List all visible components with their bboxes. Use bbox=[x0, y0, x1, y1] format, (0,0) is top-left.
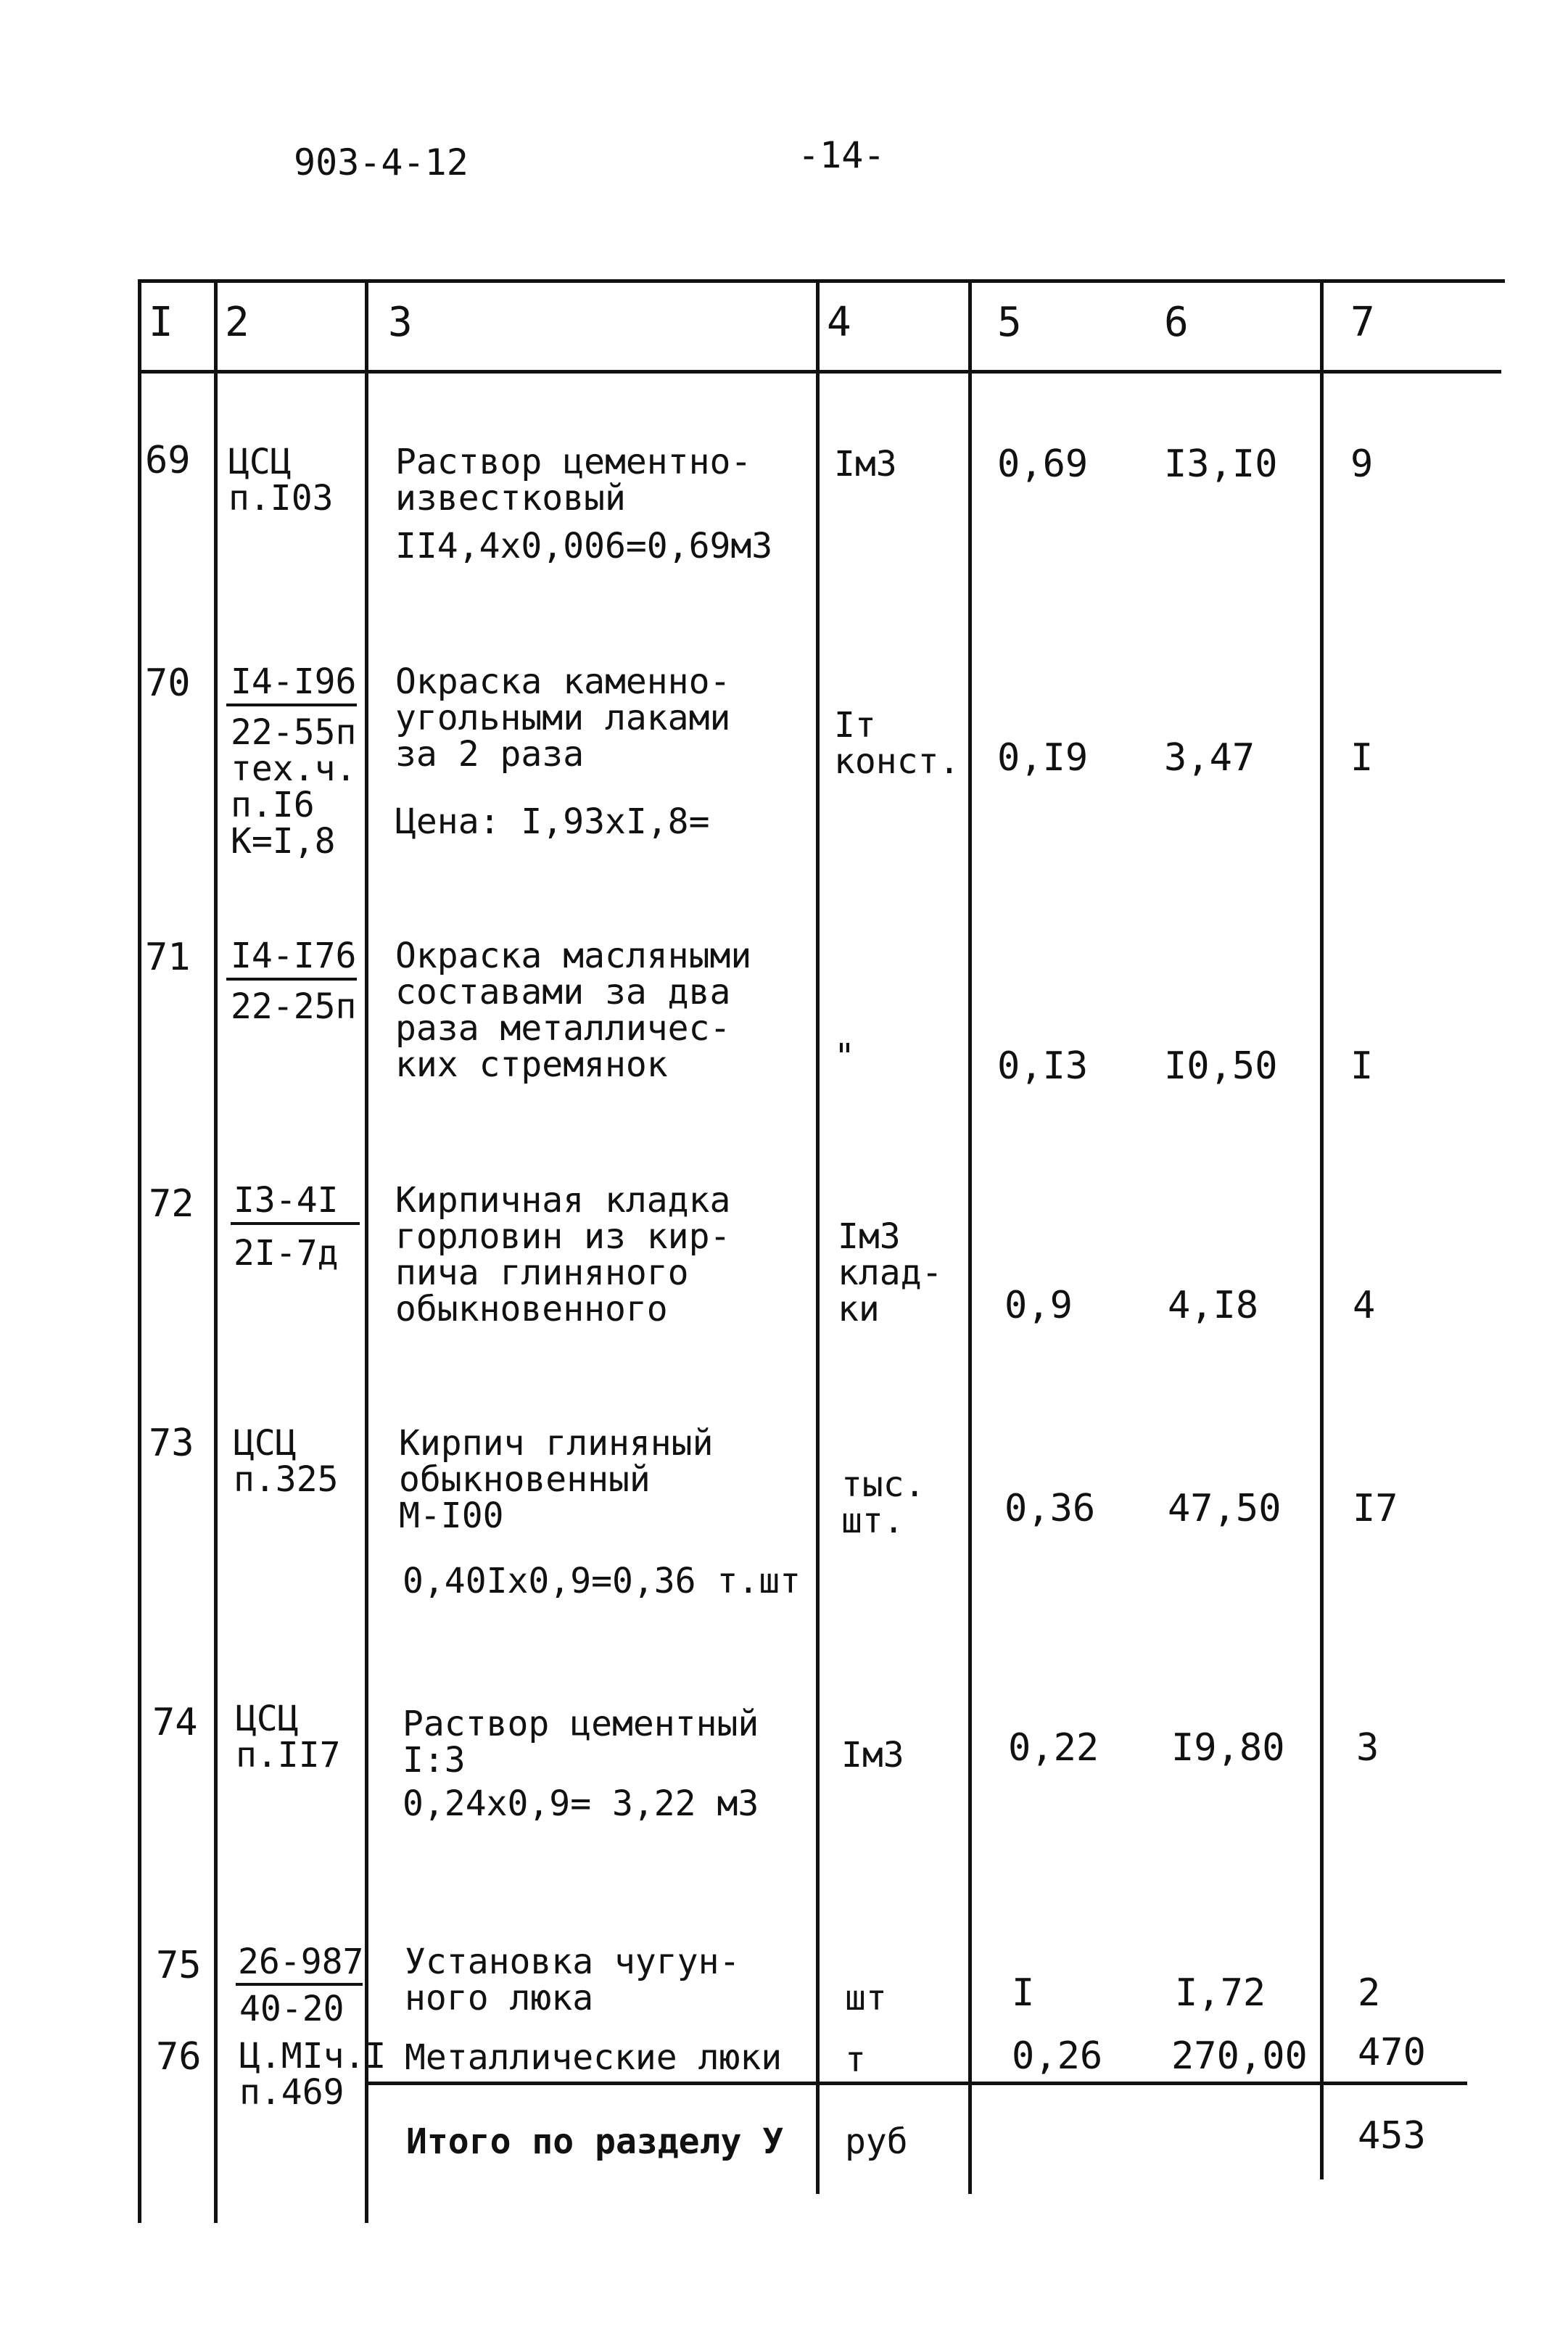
calculation-line: Цена: I,93xI,8= bbox=[395, 801, 710, 842]
column-divider-3 bbox=[816, 279, 820, 2194]
code-top: I3-4I bbox=[234, 1180, 339, 1221]
unit-line: шт bbox=[845, 1978, 887, 2018]
unit-line: т bbox=[845, 2039, 866, 2080]
column-header-5: 5 bbox=[997, 299, 1022, 346]
row-number: 71 bbox=[145, 936, 191, 979]
quantity: 0,I3 bbox=[997, 1044, 1089, 1088]
total-cost: I bbox=[1350, 1044, 1374, 1088]
code-fraction-line bbox=[236, 1983, 363, 1986]
description-line: ких стремянок bbox=[395, 1044, 668, 1085]
code-line: п.I03 bbox=[228, 478, 334, 519]
unit-line: Iм3 bbox=[841, 1735, 904, 1775]
unit-price: I3,I0 bbox=[1164, 442, 1278, 486]
total-cost: I7 bbox=[1353, 1487, 1398, 1530]
unit-line: " bbox=[834, 1036, 855, 1077]
summary-top-border bbox=[365, 2082, 1467, 2085]
code-top: 26-987 bbox=[238, 1942, 364, 1982]
column-header-1: I bbox=[149, 299, 173, 346]
description-line: составами за два bbox=[395, 972, 731, 1012]
description-line: Металлические люки bbox=[405, 2037, 783, 2078]
unit-line: тыс. bbox=[841, 1464, 925, 1505]
unit-price: I,72 bbox=[1175, 1971, 1266, 2015]
column-divider-1 bbox=[214, 279, 218, 2223]
description-line: ного люка bbox=[405, 1978, 594, 2018]
total-cost: 9 bbox=[1350, 442, 1374, 486]
code-line: 40-20 bbox=[239, 1989, 344, 2029]
unit-price: 4,I8 bbox=[1168, 1284, 1259, 1327]
row-number: 74 bbox=[152, 1701, 198, 1744]
code-line: Ц.МIч.I bbox=[239, 2036, 387, 2076]
description-line: за 2 раза bbox=[395, 734, 585, 775]
row-number: 76 bbox=[156, 2035, 202, 2079]
row-number: 69 bbox=[145, 439, 191, 482]
description-line: Раствор цементный bbox=[403, 1704, 759, 1744]
summary-label: Итого по разделу У bbox=[406, 2121, 784, 2162]
code-line: п.469 bbox=[239, 2072, 344, 2113]
calculation-line: 0,40Ix0,9=0,36 т.шт bbox=[403, 1561, 801, 1601]
summary-total: 453 bbox=[1358, 2114, 1426, 2158]
total-cost: I bbox=[1350, 736, 1374, 780]
description-line: Кирпич глиняный bbox=[399, 1423, 714, 1464]
description-line: Кирпичная кладка bbox=[395, 1180, 731, 1221]
unit-line: Iм3 bbox=[838, 1216, 901, 1257]
column-divider-2 bbox=[365, 279, 368, 2223]
description-line: известковый bbox=[395, 478, 626, 519]
unit-price: 47,50 bbox=[1168, 1487, 1282, 1530]
description-line: пича глиняного bbox=[395, 1253, 689, 1293]
row-number: 70 bbox=[145, 661, 191, 705]
total-cost: 2 bbox=[1358, 1971, 1381, 2015]
column-header-6: 6 bbox=[1164, 299, 1189, 346]
code-line: п.325 bbox=[234, 1459, 339, 1500]
quantity: I bbox=[1012, 1971, 1035, 2015]
description-line: обыкновенного bbox=[395, 1289, 668, 1329]
unit-price: I9,80 bbox=[1171, 1726, 1285, 1770]
document-code: 903-4-12 bbox=[294, 141, 469, 183]
description-line: горловин из кир- bbox=[395, 1216, 731, 1257]
column-divider-4 bbox=[968, 279, 972, 2194]
quantity: 0,I9 bbox=[997, 736, 1089, 780]
quantity: 0,36 bbox=[1004, 1487, 1096, 1530]
total-cost: 3 bbox=[1356, 1726, 1379, 1770]
quantity: 0,26 bbox=[1012, 2034, 1103, 2078]
unit-price: 270,00 bbox=[1171, 2034, 1308, 2078]
code-fraction-line bbox=[226, 704, 357, 706]
description-line: М-I00 bbox=[399, 1496, 504, 1536]
column-header-3: 3 bbox=[388, 299, 413, 346]
row-number: 75 bbox=[156, 1944, 202, 1987]
quantity: 0,22 bbox=[1008, 1726, 1099, 1770]
code-top: I4-I96 bbox=[231, 661, 357, 702]
column-header-4: 4 bbox=[827, 299, 851, 346]
row-number: 73 bbox=[149, 1422, 194, 1465]
quantity: 0,69 bbox=[997, 442, 1089, 486]
code-top: I4-I76 bbox=[231, 936, 357, 976]
unit-line: ки bbox=[838, 1289, 880, 1329]
column-divider-6 bbox=[1320, 279, 1324, 2179]
description-line: I:3 bbox=[403, 1740, 466, 1781]
code-line: ЦСЦ bbox=[234, 1423, 297, 1464]
unit-line: клад- bbox=[838, 1253, 943, 1293]
description-line: Установка чугун- bbox=[405, 1942, 740, 1982]
row-number: 72 bbox=[149, 1182, 194, 1226]
unit-price: 3,47 bbox=[1164, 736, 1255, 780]
code-line: 22-25п bbox=[231, 986, 357, 1027]
code-line: тех.ч. bbox=[231, 748, 357, 789]
code-line: п.I6 bbox=[231, 785, 315, 825]
unit-price: I0,50 bbox=[1164, 1044, 1278, 1088]
code-fraction-line bbox=[226, 978, 357, 981]
description-line: угольными лаками bbox=[395, 698, 731, 738]
column-header-7: 7 bbox=[1350, 299, 1375, 346]
code-line: К=I,8 bbox=[231, 821, 336, 862]
description-line: Раствор цементно- bbox=[395, 442, 752, 482]
code-line: 22-55п bbox=[231, 712, 357, 753]
description-line: раза металличес- bbox=[395, 1008, 731, 1049]
code-line: ЦСЦ bbox=[236, 1699, 299, 1739]
unit-line: конст. bbox=[834, 741, 960, 782]
calculation-line: 0,24x0,9= 3,22 м3 bbox=[403, 1783, 759, 1824]
summary-unit: руб bbox=[845, 2121, 908, 2162]
unit-line: Iм3 bbox=[834, 444, 897, 484]
column-header-2: 2 bbox=[225, 299, 249, 346]
total-cost: 470 bbox=[1358, 2031, 1426, 2074]
quantity: 0,9 bbox=[1004, 1284, 1073, 1327]
page-number: -14- bbox=[798, 134, 886, 176]
unit-line: Iт bbox=[834, 705, 876, 746]
code-line: п.II7 bbox=[236, 1735, 341, 1775]
description-line: обыкновенный bbox=[399, 1459, 651, 1500]
code-line: 2I-7д bbox=[234, 1233, 339, 1274]
code-line: ЦСЦ bbox=[228, 442, 292, 482]
description-line: Окраска масляными bbox=[395, 936, 752, 976]
code-fraction-line bbox=[231, 1222, 360, 1225]
description-line: Окраска каменно- bbox=[395, 661, 731, 702]
unit-line: шт. bbox=[841, 1501, 904, 1541]
total-cost: 4 bbox=[1353, 1284, 1376, 1327]
calculation-line: II4,4x0,006=0,69м3 bbox=[395, 526, 773, 566]
table-left-border bbox=[138, 279, 141, 2223]
table-header-divider bbox=[138, 370, 1501, 374]
table-top-border bbox=[138, 279, 1505, 283]
